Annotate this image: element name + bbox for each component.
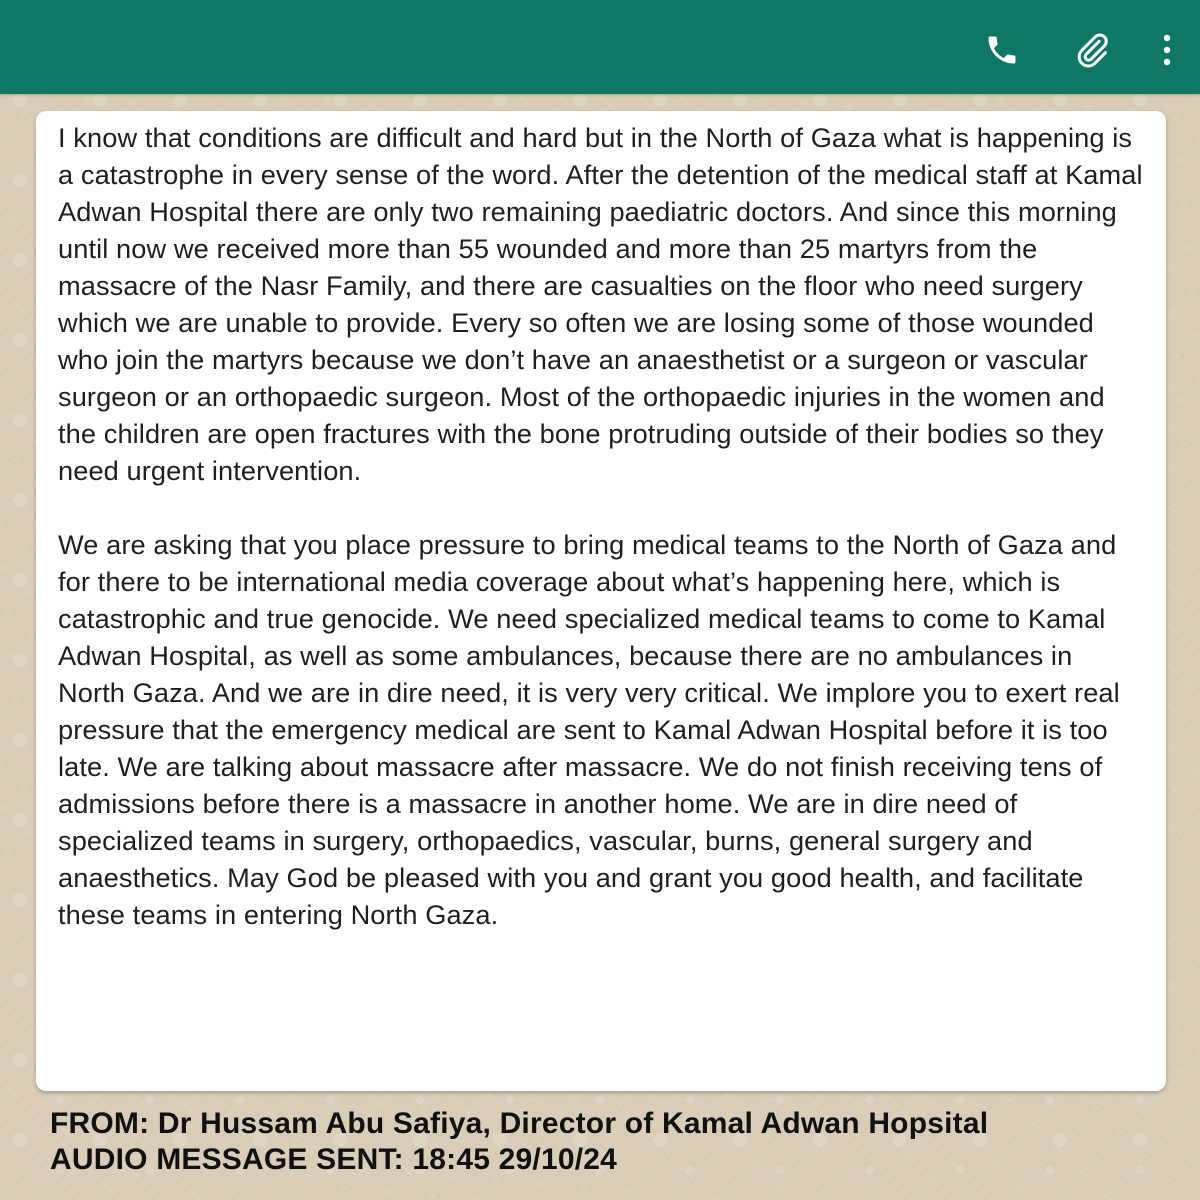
message-paragraph-2: We are asking that you place pressure to bring medical teams to the North of Gaza and for there to be international media coverage about what’s happening here, which is catastrophic and true genocide. We need specialized medical teams to come to Kamal Adwan Hospital, as well as some ambulances, because there are no ambulances in North Gaza. And we are in dire need, it is very very critical. We implore you to exert real pressure that the emergency medical are sent to Kamal Adwan Hospital before it is too late. We are talking about massacre after massacre. We do not finish receiving tens of admissions before there is a massacre in another home. We are in dire need of specialized teams in surgery, orthopaedics, vascular, burns, general surgery and anaesthetics. May God be pleased with you and grant you good health, and facilitate these teams in entering North Gaza.: [58, 529, 1120, 930]
menu-button[interactable]: [1160, 28, 1174, 72]
phone-icon: [984, 32, 1020, 68]
message-bubble: [36, 111, 1166, 1091]
message-paragraph-1: I know that conditions are difficult and hard but in the North of Gaza what is happening is a catastrophe in every sense of the word. After the detention of the medical staff at Kamal Adwan Hospital there are only two remaining paediatric doctors. And since this morning until now we received more than 55 wounded and more than 25 martyrs from the massacre of the Nasr Family, and there are casualties on the floor who need surgery which we are unable to provide. Every so often we are losing some of those wounded who join the martyrs because we don’t have an anaesthetist or a surgeon or vascular surgeon or an orthopaedic surgeon. Most of the orthopaedic injuries in the women and the children are open fractures with the bone protruding outside of their bodies so they need urgent intervention.: [58, 122, 1143, 486]
caption-sent: AUDIO MESSAGE SENT: 18:45 29/10/24: [50, 1143, 618, 1176]
caption: [50, 1106, 1170, 1178]
more-vert-icon: [1162, 33, 1172, 67]
caption-from: FROM: Dr Hussam Abu Safiya, Director of Kamal Adwan Hopsital: [50, 1107, 989, 1140]
attach-button[interactable]: [1070, 28, 1114, 72]
call-button[interactable]: [980, 28, 1024, 72]
paperclip-icon: [1073, 30, 1111, 70]
chat-header: [0, 0, 1200, 94]
header-actions: [980, 28, 1174, 72]
